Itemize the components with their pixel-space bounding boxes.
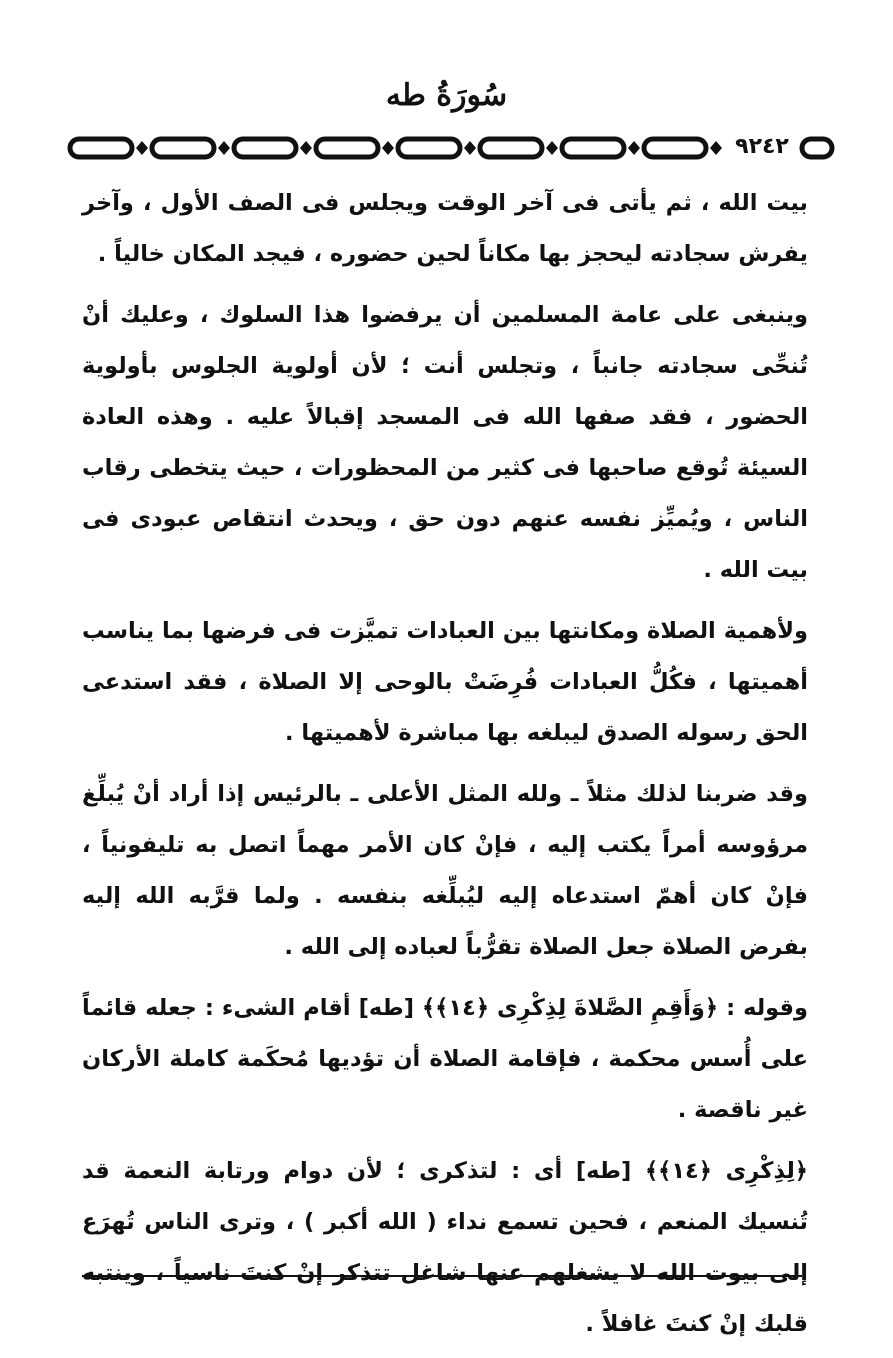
paragraph: بيت الله ، ثم يأتى فى آخر الوقت ويجلس فى الصف الأول ، وآخر يفرش سجادته ليحجز بها مكاناً لحين حضوره ، فيجد المكان خالياً . — [82, 190, 808, 267]
body-text — [82, 178, 808, 1358]
paragraph: ولأهمية الصلاة ومكانتها بين العبادات تميَّزت فى فرضها بما يناسب أهميتها ، فكُلُّ العبادات فُرِضَتْ بالوحى إلا الصلاة ، فقد استدعى الحق رسوله الصدق ليبلغه بها مباشرة لأهميتها . — [82, 618, 808, 746]
paragraph: ﴿لِذِكْرِى ﴿١٤﴾﴾ [طه] أى : لتذكرى ؛ لأن دوام ورتابة النعمة قد تُنسيك المنعم ، فحين تسمع نداء ( الله أكبر ) ، وترى الناس تُهرَع إلى بيوت الله لا يشغلهم عنها شاغل تتذكر إنْ كنتَ ناسياً ، وينتبه قلبك إنْ كنتَ غافلاً . — [82, 1158, 808, 1337]
page-number: ٩٢٤٢ — [726, 131, 798, 163]
paragraph: وقوله : ﴿وَأَقِمِ الصَّلاةَ لِذِكْرِى ﴿١٤﴾﴾ [طه] أقام الشىء : جعله قائماً على أُسس محكمة ، فإقامة الصلاة أن تؤديها مُحكَمة كاملة الأركان غير ناقصة . — [82, 995, 809, 1123]
surah-title: سُورَةُ طه — [385, 78, 508, 113]
footer-divider — [82, 1275, 802, 1277]
ornamental-header-rule — [66, 128, 836, 168]
paragraph: وينبغى على عامة المسلمين أن يرفضوا هذا السلوك ، وعليك أنْ تُنحِّى سجادته جانباً ، وتجلس أنت ؛ لأن أولوية الجلوس بأولوية الحضور ، فقد صفها الله فى المسجد إقبالاً عليه . وهذه العادة السيئة تُوقع صاحبها فى كثير من المحظورات ، حيث يتخطى رقاب الناس ، ويُميِّز نفسه عنهم دون حق ، ويحدث انتقاص عبودى فى بيت الله . — [82, 302, 808, 583]
paragraph: وقد ضربنا لذلك مثلاً ـ ولله المثل الأعلى ـ بالرئيس إذا أراد أنْ يُبلِّغ مرؤوسه أمراً يكتب إليه ، فإنْ كان الأمر مهماً اتصل به تليفونياً ، فإنْ كان أهمّ استدعاه إليه ليُبلِّغه بنفسه . ولما قرَّبه الله إليه بفرض الصلاة جعل الصلاة تقرُّباً لعباده إلى الله . — [82, 781, 808, 960]
